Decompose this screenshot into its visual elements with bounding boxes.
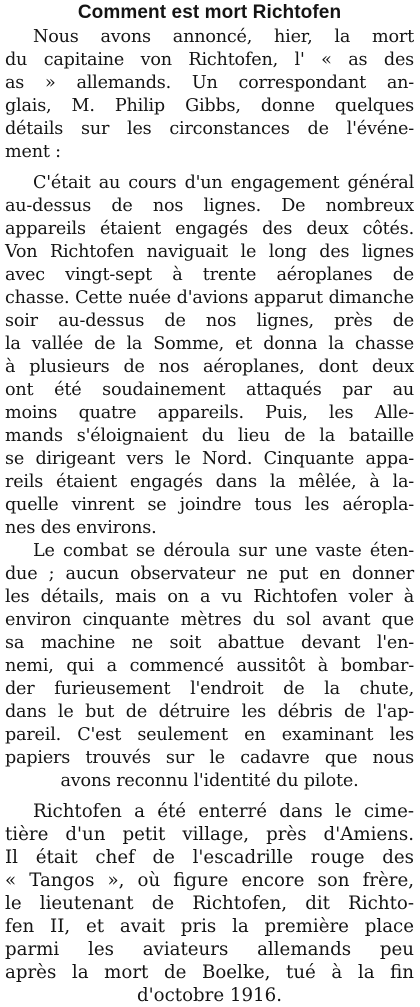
text-line: avons reconnu l'identité du pilote.: [60, 771, 359, 791]
text-line: reils étaient engagés dans la mêlée, à la-: [5, 472, 414, 492]
text-line: Von Richtofen naviguait le long des lignes: [5, 242, 414, 262]
text-line: mands s'éloignaient du lieu de la bataille: [5, 426, 414, 446]
text-line: moins quatre appareils. Puis, les Alle-: [5, 403, 414, 423]
text-line: nes des environs.: [5, 518, 157, 538]
text-line: détails sur les circonstances de l'événe-: [5, 119, 414, 139]
text-line: glais, M. Philip Gibbs, donne quelques: [5, 96, 414, 116]
text-line: pareil. C'est seulement en examinant les: [5, 725, 414, 745]
text-line: Nous avons annoncé, hier, la mort: [33, 27, 414, 47]
text-line: d'octobre 1916.: [137, 985, 282, 1006]
text-line: Richtofen a été enterré dans le cime-: [33, 801, 414, 822]
text-line: ment :: [5, 142, 61, 162]
text-line: appareils étaient engagés des deux côtés.: [5, 219, 414, 239]
text-line: chasse. Cette nuée d'avions apparut dimanche: [5, 288, 414, 308]
text-line: nemi, qui a commencé aussitôt à bombar-: [5, 656, 414, 676]
text-line: le lieutenant de Richtofen, dit Richto-: [5, 893, 414, 914]
text-line: as » allemands. Un correspondant an-: [5, 73, 414, 93]
text-line: due ; aucun observateur ne put en donner: [5, 564, 414, 584]
text-line: au-dessus de nos lignes. De nombreux: [5, 196, 414, 216]
text-line: à plusieurs de nos aéroplanes, dont deux: [5, 357, 414, 377]
text-line: sa machine ne soit abattue devant l'en-: [5, 633, 414, 653]
text-line: se dirigeant vers le Nord. Cinquante appa-: [5, 449, 414, 469]
text-line: der furieusement l'endroit de la chute,: [5, 679, 414, 699]
text-line: C'était au cours d'un engagement général: [33, 173, 414, 193]
text-line: la vallée de la Somme, et donna la chasse: [5, 334, 414, 354]
article-paragraph-3: [5, 540, 414, 793]
text-line: environ cinquante mètres du sol avant que: [5, 610, 414, 630]
article-headline: Comment est mort Richtofen: [77, 2, 342, 23]
text-line: avec vingt-sept à trente aéroplanes de: [5, 265, 414, 285]
text-line: fen II, et avait pris la première place: [5, 916, 414, 937]
text-line: du capitaine von Richtofen, l' « as des: [5, 50, 414, 70]
text-line: parmi les aviateurs allemands peu: [5, 939, 414, 960]
text-line: Le combat se déroula sur une vaste éten-: [33, 541, 414, 561]
text-line: dans le but de détruire les débris de l'ap-: [5, 702, 414, 722]
text-line: quelle vinrent se joindre tous les aéropla-: [5, 495, 414, 515]
article-paragraph-1: [5, 26, 414, 164]
text-line: soir au-dessus de nos lignes, près de: [5, 311, 414, 331]
text-line: « Tangos », où figure encore son frère,: [5, 870, 414, 891]
text-line: tière d'un petit village, près d'Amiens.: [5, 824, 414, 845]
text-line: Il était chef de l'escadrille rouge des: [5, 847, 414, 868]
text-line: ont été soudainement attaqués par au: [5, 380, 414, 400]
article-paragraph-4: [5, 800, 414, 1007]
text-line: les détails, mais on a vu Richtofen voler à: [5, 587, 414, 607]
article-paragraph-2: [5, 172, 414, 540]
text-line: papiers trouvés sur le cadavre que nous: [5, 748, 414, 768]
text-line: après la mort de Boelke, tué à la fin: [5, 962, 414, 983]
